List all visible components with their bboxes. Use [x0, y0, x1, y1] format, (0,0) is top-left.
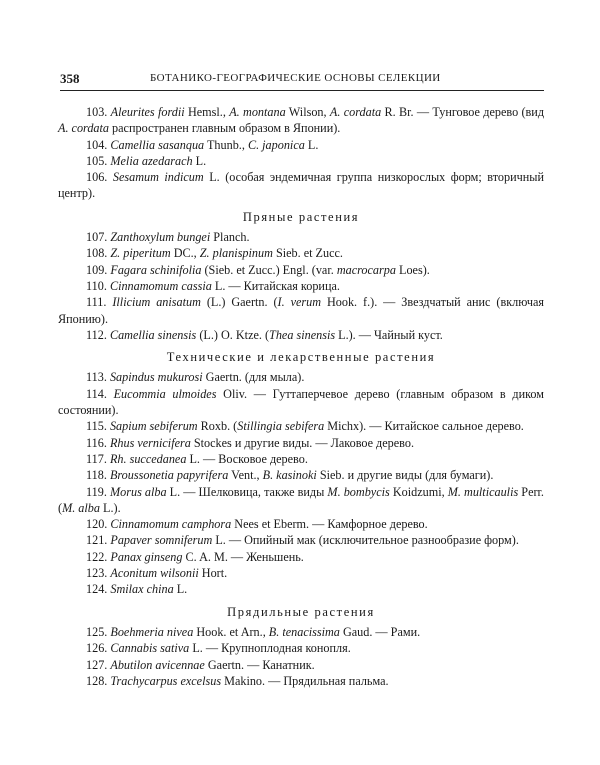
- species-entry: [58, 657, 544, 673]
- entry-number: 128.: [86, 673, 111, 688]
- latin-name: Illicium anisatum: [112, 295, 201, 310]
- species-entry: [58, 624, 544, 640]
- entry-text: Sieb. и другие виды (для бумаги).: [316, 468, 494, 483]
- species-entry: [58, 435, 544, 451]
- entry-text: L.: [304, 137, 319, 152]
- running-header: [60, 70, 544, 91]
- section-title: Пряные растения: [242, 209, 360, 224]
- latin-name: A. montana: [229, 105, 286, 119]
- entry-number: 112.: [86, 327, 110, 342]
- latin-name: Boehmeria nivea: [110, 624, 194, 639]
- entry-number: 106.: [86, 170, 113, 185]
- latin-name: Sapindus mukurosi: [109, 370, 203, 385]
- species-entry: [58, 418, 544, 434]
- latin-name: C. japonica: [247, 137, 305, 152]
- latin-name: M. alba: [62, 500, 100, 515]
- latin-name: Eucommia ulmoides: [113, 386, 217, 401]
- entry-text: Michx). — Китайское сальное дерево.: [324, 419, 524, 434]
- species-entry: [58, 245, 544, 261]
- entry-number: 118.: [86, 468, 110, 483]
- species-entry: [58, 467, 544, 483]
- running-title: БОТАНИКО-ГЕОГРАФИЧЕСКИЕ ОСНОВЫ СЕЛЕКЦИИ: [150, 72, 441, 84]
- latin-name: I. verum: [277, 295, 322, 310]
- entry-text: Gaud. — Рами.: [339, 624, 421, 639]
- entry-number: 108.: [86, 246, 111, 261]
- latin-name: A. cordata: [58, 121, 109, 136]
- entry-number: 125.: [86, 624, 111, 639]
- entry-text: Makino. — Прядильная пальма.: [221, 673, 389, 688]
- entry-text: L. — Крупноплодная конопля.: [189, 641, 351, 656]
- latin-name: M. bombycis: [327, 484, 390, 499]
- latin-name: Camellia sinensis: [109, 327, 197, 342]
- entry-number: 122.: [86, 549, 111, 564]
- entry-text: Hook. et Arn.,: [193, 624, 269, 639]
- latin-name: Camellia sasanqua: [110, 137, 205, 152]
- entry-text: Thunb.,: [204, 137, 248, 152]
- species-entry: [58, 640, 544, 656]
- species-entry: [58, 294, 544, 327]
- entry-number: 113.: [86, 370, 110, 385]
- latin-name: Fagara schinifolia: [110, 262, 202, 277]
- latin-name: Panax ginseng: [110, 549, 183, 564]
- entry-text: (L.) Gaertn. (: [200, 295, 278, 310]
- entry-text: L.).: [99, 500, 121, 515]
- species-entry: [58, 673, 544, 689]
- latin-name: Abutilon avicennae: [110, 657, 205, 672]
- section-title: Прядильные растения: [227, 604, 375, 619]
- species-entry: [58, 484, 544, 517]
- entry-text: L. — Опийный мак (исключительное разнообразие форм).: [212, 533, 519, 548]
- species-entry: [58, 581, 544, 597]
- entry-text: Wilson,: [285, 105, 330, 119]
- entry-number: 123.: [86, 566, 111, 581]
- latin-name: Rhus vernicifera: [109, 435, 191, 450]
- latin-name: Papaver somniferum: [110, 533, 213, 548]
- entry-number: 111.: [86, 295, 113, 310]
- entry-number: 124.: [86, 582, 111, 597]
- entry-number: 109.: [86, 262, 111, 277]
- latin-name: Stillingia sebifera: [237, 419, 325, 434]
- entry-number: 107.: [86, 230, 111, 245]
- entry-number: 120.: [86, 517, 111, 532]
- species-entry: [58, 516, 544, 532]
- latin-name: Morus alba: [109, 484, 167, 499]
- entry-text: Planch.: [210, 230, 250, 245]
- entry-text: Hemsl.,: [184, 105, 230, 119]
- latin-name: Melia azedarach: [110, 153, 193, 168]
- entry-text: распространен главным образом в Японии).: [109, 121, 341, 136]
- entry-text: Roxb. (: [197, 419, 238, 434]
- latin-name: Z. planispinum: [199, 246, 273, 261]
- entry-text: Nees et Eberm. — Камфорное дерево.: [231, 517, 428, 532]
- latin-name: Aleurites fordii: [110, 105, 185, 119]
- entry-text: Stockes и другие виды. — Лаковое дерево.: [190, 435, 414, 450]
- entry-text: L.: [192, 153, 207, 168]
- entry-text: Vent.,: [228, 468, 263, 483]
- species-entry: [58, 369, 544, 385]
- entry-text: L. (особая эндемичная группа низкорослых форм; вторичный центр).: [58, 170, 544, 201]
- species-entry: [58, 278, 544, 294]
- latin-name: A. cordata: [329, 105, 382, 119]
- entry-text: L. — Восковое дерево.: [186, 451, 308, 466]
- entry-number: 119.: [86, 484, 110, 499]
- entry-text: L. — Китайская корица.: [211, 278, 340, 293]
- latin-name: Cannabis sativa: [110, 641, 190, 656]
- latin-name: Z. piperitum: [110, 246, 171, 261]
- species-entry: [58, 262, 544, 278]
- latin-name: Cinnamomum camphora: [110, 517, 232, 532]
- species-entry: [58, 169, 544, 202]
- latin-name: Broussonetia papyrifera: [109, 468, 229, 483]
- species-entry: [58, 549, 544, 565]
- latin-name: B. kasinoki: [262, 468, 317, 483]
- entry-text: (L.) O. Ktze. (: [196, 327, 270, 342]
- entry-number: 117.: [86, 451, 110, 466]
- species-entry: [58, 386, 544, 419]
- entry-text: Hort.: [198, 566, 228, 581]
- latin-name: macrocarpa: [336, 262, 396, 277]
- entry-number: 127.: [86, 657, 111, 672]
- latin-name: Aconitum wilsonii: [110, 566, 199, 581]
- page-number: 358: [60, 71, 80, 86]
- entry-number: 110.: [86, 278, 110, 293]
- entry-number: 104.: [86, 137, 111, 152]
- latin-name: Zanthoxylum bungei: [110, 230, 211, 245]
- latin-name: M. multicaulis: [447, 484, 519, 499]
- species-entry: [58, 327, 544, 343]
- entry-text: L.). — Чайный куст.: [335, 327, 443, 342]
- entry-number: 105.: [86, 153, 111, 168]
- entry-number: 116.: [86, 435, 110, 450]
- entry-number: 103.: [86, 105, 111, 119]
- latin-name: Smilax china: [110, 582, 174, 597]
- entry-number: 126.: [86, 641, 111, 656]
- species-entry: [58, 104, 544, 137]
- species-entry: [58, 137, 544, 153]
- species-entry: [58, 451, 544, 467]
- entry-text: DC.,: [170, 246, 200, 261]
- entry-text: Hook. f.). — Звездчатый анис (включая Японию).: [58, 295, 544, 326]
- entry-number: 114.: [86, 386, 114, 401]
- latin-name: Sesamum indicum: [112, 170, 204, 185]
- species-entry: [58, 532, 544, 548]
- latin-name: Rh. succedanea: [109, 451, 187, 466]
- species-entry: [58, 565, 544, 581]
- entry-text: Gaertn. (для мыла).: [202, 370, 305, 385]
- entry-text: Oliv. — Гуттаперчевое дерево (главным образом в диком состоянии).: [58, 386, 544, 418]
- latin-name: Sapium sebiferum: [109, 419, 198, 434]
- entry-text: L.: [173, 582, 188, 597]
- entry-text: C. A. M. — Женьшень.: [182, 549, 304, 564]
- latin-name: Trachycarpus excelsus: [110, 673, 222, 688]
- page-body: [58, 104, 544, 689]
- species-entry: [58, 153, 544, 169]
- entry-text: R. Br. — Тунговое дерево (вид: [381, 105, 545, 119]
- section-title: Технические и лекарственные растения: [166, 350, 436, 365]
- entry-text: Sieb. et Zucc.: [272, 246, 343, 261]
- latin-name: B. tenacissima: [268, 624, 340, 639]
- entry-text: (Sieb. et Zucc.) Engl. (var.: [201, 262, 337, 277]
- latin-name: Cinnamomum cassia: [109, 278, 212, 293]
- entry-text: L. — Шелковица, также виды: [166, 484, 328, 499]
- entry-text: Koidzumi,: [389, 484, 448, 499]
- entry-number: 115.: [86, 419, 110, 434]
- entry-number: 121.: [86, 533, 111, 548]
- entry-text: Loes).: [395, 262, 430, 277]
- latin-name: Thea sinensis: [269, 327, 336, 342]
- entry-text: Gaertn. — Канатник.: [204, 657, 315, 672]
- entry-text: Perr. (: [58, 484, 544, 515]
- species-entry: [58, 229, 544, 245]
